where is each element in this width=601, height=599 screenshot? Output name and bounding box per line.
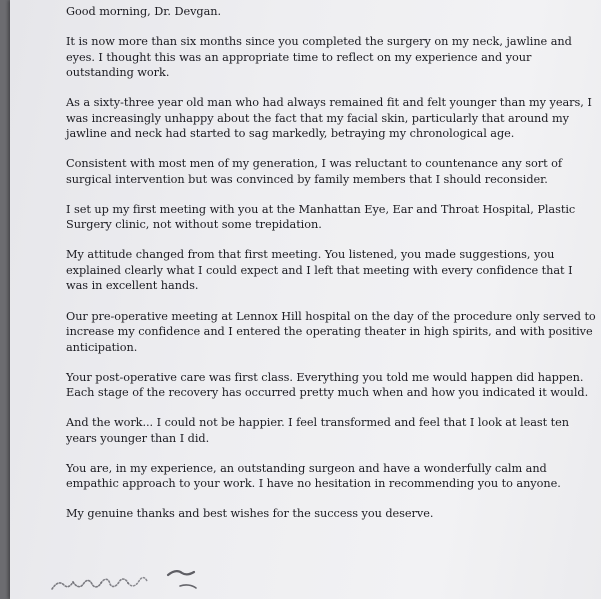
salutation: Good morning, Dr. Devgan. [66,5,222,18]
letter-body [66,4,596,537]
paragraph-first-meeting: I set up my first meeting with you at the Manhattan Eye, Ear and Throat Hospital, Plastic Surgery clinic, not without some trepidation. [66,202,576,232]
paragraph-intro: It is now more than six months since you completed the surgery on my neck, jawline and eyes. I thought this was an appropriate time to reflect on my experience and your outstanding work. [66,35,572,80]
paragraph-results: And the work... I could not be happier. I feel transformed and feel that I look at least ten years younger than I did. [66,416,570,445]
letter-paper [10,0,601,599]
paragraph-attitude: My attitude changed from that first meeting. You listened, you made suggestions, you explained clearly what I could expect and I left that meeting with every confidence that I was in excellent hands. [66,248,573,293]
paragraph-pre-operative: Our pre-operative meeting at Lennox Hill hospital on the day of the procedure only served to increase my confidence and I entered the operating theater in high spirits, and with positive anticipation. [66,309,596,354]
paragraph-background: As a sixty-three year old man who had always remained fit and felt younger than my years, I was increasingly unhappy about the fact that my facial skin, particularly that around my jawline and neck had started to sag markedly, betraying my chronological age. [66,96,592,141]
paragraph-recommendation: You are, in my experience, an outstanding surgeon and have a wonderfully calm and empathic approach to your work. I have no hesitation in recommending you to anyone. [66,461,561,491]
handwritten-signature [46,555,216,599]
paragraph-closing: My genuine thanks and best wishes for the success you deserve. [66,507,434,521]
paragraph-reluctance: Consistent with most men of my generation, I was reluctant to countenance any sort of surgical intervention but was convinced by family members that I should reconsider. [66,157,563,186]
paragraph-post-operative: Your post-operative care was first class. Everything you told me would happen did happen. Each stage of the recovery has occurred pretty much when and how you indicated it would. [66,370,589,400]
